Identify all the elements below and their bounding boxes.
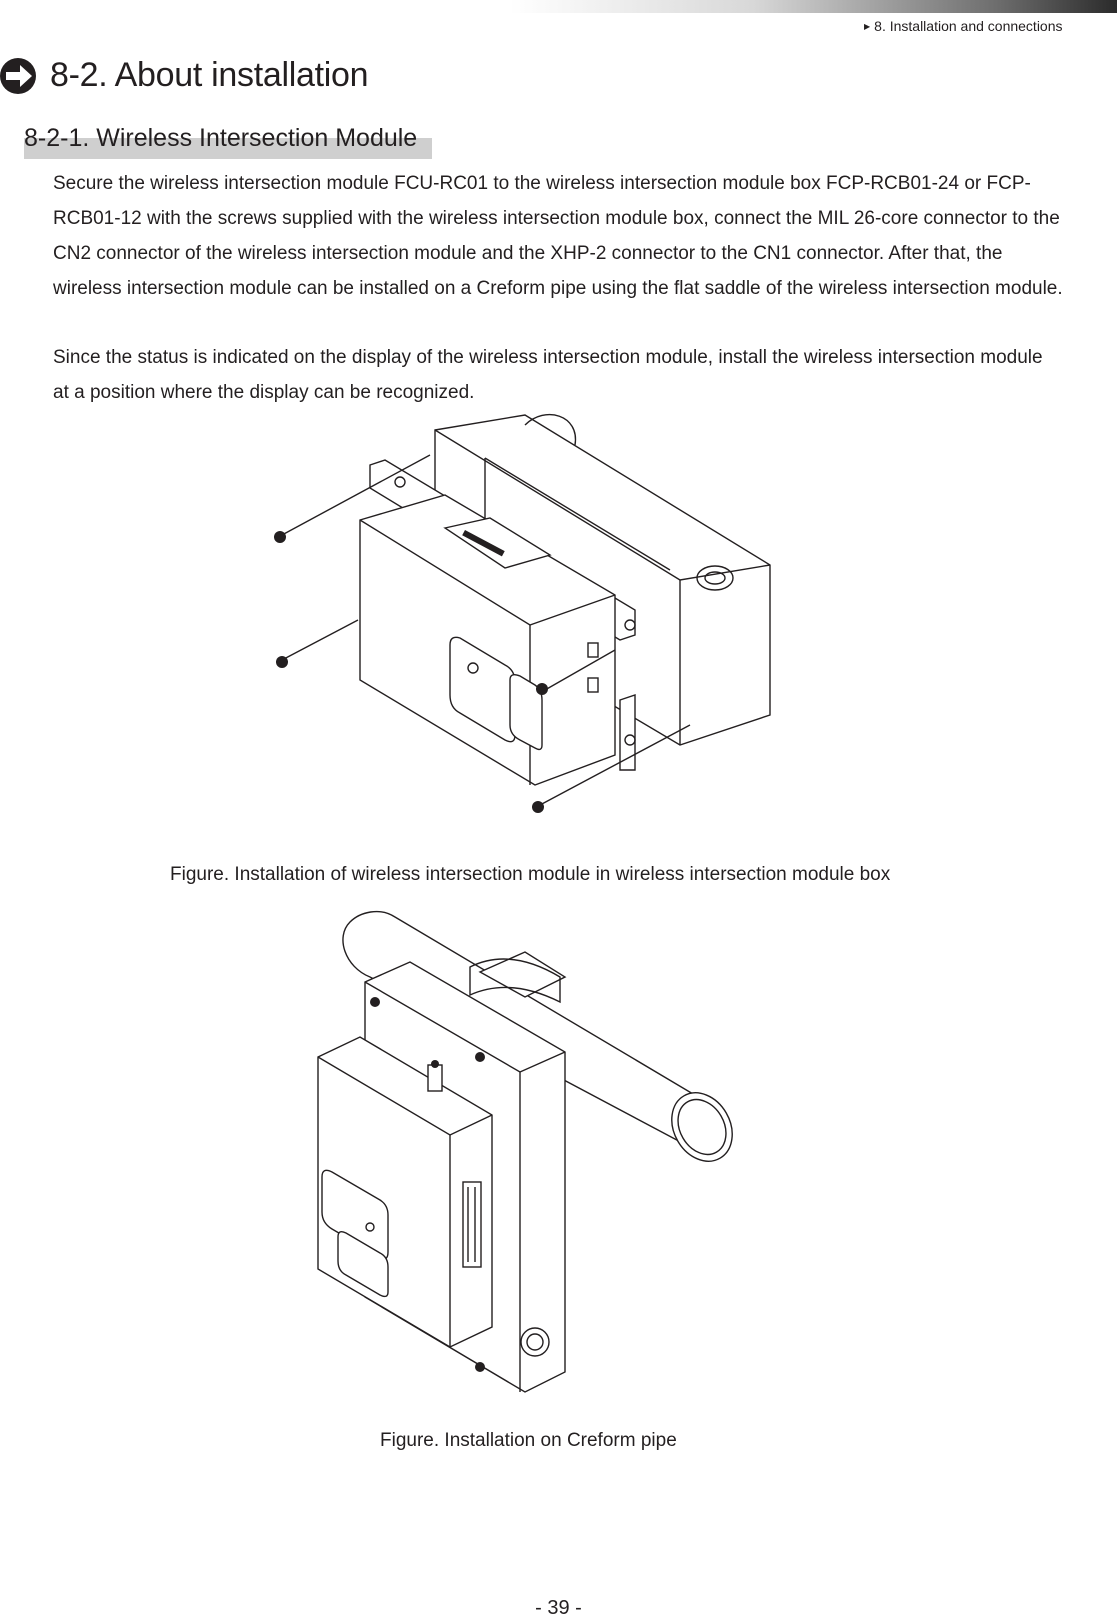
body-paragraph-1: Secure the wireless intersection module FCU-RC01 to the wireless intersection module box FCP-RCB01-24 or FCP-RCB01-12 with the screws supplied with the wireless intersection module box, connect the MIL 26-core connector to the CN2 connector of the wireless intersection module and the XHP-2 connector to the CN1 connector. After that, the wireless intersection module can be installed on a Creform pipe using the flat saddle of the wireless intersection module. (53, 173, 1063, 299)
body-paragraph-2: Since the status is indicated on the display of the wireless intersection module, install the wireless intersection module at a position where the display can be recognized. (53, 347, 1043, 403)
header-gradient-bar (510, 0, 1117, 13)
figure-module-in-box (270, 410, 790, 850)
section-title: 8-2. About installation (50, 56, 369, 94)
subsection-title: 8-2-1. Wireless Intersection Module (24, 124, 418, 152)
figure-module-on-pipe (310, 897, 760, 1417)
breadcrumb-text: 8. Installation and connections (874, 18, 1063, 34)
right-arrow-circle-icon (0, 56, 40, 96)
figure-2-caption: Figure. Installation on Creform pipe (380, 1430, 677, 1451)
page-number: - 39 - (535, 1597, 582, 1619)
triangle-bullet-icon: ▶ (864, 22, 871, 31)
breadcrumb (864, 18, 1063, 34)
figure-1-caption: Figure. Installation of wireless intersection module in wireless intersection module box (170, 864, 891, 885)
